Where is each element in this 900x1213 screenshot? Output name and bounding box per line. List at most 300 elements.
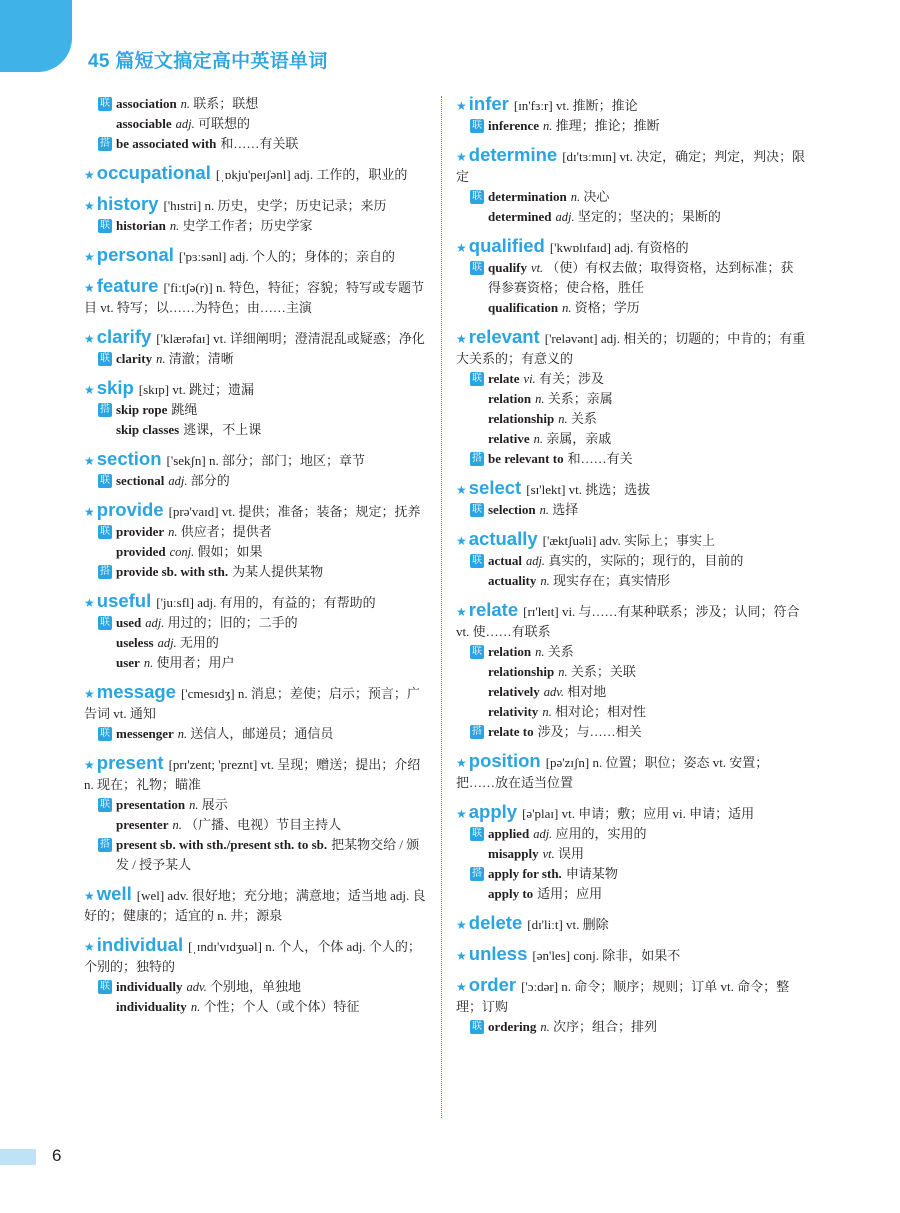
definition: adv. 实际上；事实上 — [599, 533, 715, 548]
related-definition: 无用的 — [179, 635, 219, 650]
definition: adj. 工作的，职业的 — [293, 167, 408, 182]
vocab-entry — [456, 145, 806, 227]
definition: vt. 挑选；选拔 — [568, 482, 651, 497]
entry-headline — [84, 245, 432, 267]
related-definition: 跳绳 — [171, 402, 198, 417]
headword: history — [96, 193, 159, 214]
related-word: useless — [116, 635, 154, 650]
headword: well — [96, 883, 132, 904]
phonetic: [ˌɪndɪ'vɪdʒuəl] — [188, 939, 262, 954]
star-icon: ★ — [456, 949, 467, 963]
related-word: apply for sth. — [488, 866, 562, 881]
related-definition: 联系；联想 — [193, 96, 259, 111]
definition: n. 位置；职位；姿态 vt. 安置；把……放在适当位置 — [456, 755, 769, 790]
phonetic: [dɪ'liːt] — [527, 917, 563, 932]
related-word: applied — [488, 826, 530, 841]
vocab-entry — [84, 94, 432, 154]
related-word-line — [470, 682, 806, 702]
phonetic: [wel] — [136, 888, 165, 903]
entry-headline — [456, 802, 806, 824]
part-of-speech: n. — [533, 432, 544, 446]
definition: vt. 推断；推论 — [555, 98, 638, 113]
related-tag-icon: 联 — [472, 828, 482, 839]
vocab-entry — [456, 751, 806, 793]
part-of-speech: n. — [143, 656, 154, 670]
part-of-speech: vt. — [531, 261, 544, 275]
definition: vt. 呈现；赠送；提出；介绍 n. 现在；礼物；瞄准 — [84, 757, 421, 792]
related-word-line — [470, 409, 806, 429]
corner-tab — [0, 0, 72, 72]
definition: n. 部分；部门；地区；章节 — [208, 453, 365, 468]
related-word-line — [98, 471, 432, 491]
related-word: inference — [488, 118, 540, 133]
collocation-tag-icon: 搭 — [100, 839, 110, 850]
star-icon: ★ — [84, 383, 95, 397]
definition: adj. 有用的，有益的；有帮助的 — [197, 595, 376, 610]
entry-headline — [84, 378, 432, 400]
related-definition: 清澈；清晰 — [168, 351, 234, 366]
related-definition: 适用；应用 — [537, 886, 603, 901]
related-definition: 为某人提供某物 — [232, 564, 324, 579]
related-word: sectional — [116, 473, 165, 488]
entry-headline — [84, 163, 432, 185]
part-of-speech: n. — [156, 352, 166, 366]
vocab-entry — [84, 500, 432, 582]
related-word: selection — [488, 502, 536, 517]
related-word-line — [98, 795, 432, 815]
star-icon: ★ — [84, 250, 95, 264]
part-of-speech: n. — [558, 665, 568, 679]
related-definition: 个别地，单独地 — [209, 979, 301, 994]
related-definition: 坚定的；坚决的；果断的 — [577, 209, 721, 224]
part-of-speech: n. — [535, 645, 545, 659]
phonetic: ['klærəfaɪ] — [156, 331, 210, 346]
related-word: ordering — [488, 1019, 537, 1034]
related-tag-icon: 联 — [472, 646, 482, 657]
entry-headline — [456, 145, 806, 187]
related-word-line — [470, 571, 806, 591]
related-definition: 相对论；相对性 — [554, 704, 646, 719]
vocab-entry — [456, 478, 806, 520]
related-definition: 可联想的 — [197, 116, 250, 131]
definition: vt. 提供；准备；装备；规定；抚养 — [221, 504, 421, 519]
related-definition: 和……有关 — [567, 451, 633, 466]
entry-headline — [456, 478, 806, 500]
related-tag-icon: 联 — [100, 353, 110, 364]
entry-headline — [456, 944, 806, 966]
related-word: relationship — [488, 411, 555, 426]
part-of-speech: n. — [570, 190, 581, 204]
headword: select — [468, 477, 522, 498]
part-of-speech: adv. — [543, 685, 564, 699]
related-word-line — [470, 551, 806, 571]
headword: unless — [468, 943, 528, 964]
related-word-line — [470, 298, 806, 318]
part-of-speech: n. — [558, 412, 568, 426]
definition: vt. 删除 — [566, 917, 609, 932]
definition: vt. 决定，确定；判定，判决；限定 — [456, 149, 806, 184]
entry-headline — [84, 884, 432, 926]
related-word-line — [98, 94, 432, 114]
part-of-speech: adj. — [175, 117, 195, 131]
related-word-line — [470, 844, 806, 864]
related-word: historian — [116, 218, 166, 233]
related-word: skip classes — [116, 422, 180, 437]
related-word: association — [116, 96, 177, 111]
related-tag-icon: 联 — [472, 1021, 482, 1032]
part-of-speech: n. — [543, 119, 553, 133]
collocation-tag-icon: 搭 — [100, 138, 110, 149]
phonetic: ['reləvənt] — [544, 331, 598, 346]
entry-headline — [84, 682, 432, 724]
related-word-line — [470, 207, 806, 227]
related-word: relate — [488, 371, 520, 386]
vocab-entry — [84, 935, 432, 1017]
vocab-entry — [456, 94, 806, 136]
star-icon: ★ — [456, 483, 467, 497]
related-word-line — [470, 642, 806, 662]
related-definition: 相对地 — [567, 684, 607, 699]
related-definition: 应用的，实用的 — [555, 826, 647, 841]
phonetic: ['æktʃuəli] — [542, 533, 597, 548]
related-word: relate to — [488, 724, 534, 739]
part-of-speech: n. — [169, 219, 180, 233]
entry-headline — [84, 500, 432, 522]
star-icon: ★ — [456, 150, 467, 164]
related-definition: 真实的，实际的；现行的，目前的 — [548, 553, 744, 568]
vocab-entry — [84, 591, 432, 673]
related-word: determination — [488, 189, 567, 204]
star-icon: ★ — [456, 99, 467, 113]
star-icon: ★ — [456, 918, 467, 932]
headword: position — [468, 750, 541, 771]
related-word-line — [470, 864, 806, 884]
headword: relate — [468, 599, 519, 620]
vocab-entry — [456, 975, 806, 1037]
vocab-entry — [84, 163, 432, 185]
related-tag-icon: 联 — [100, 728, 110, 739]
related-word-line — [98, 633, 432, 653]
star-icon: ★ — [456, 534, 467, 548]
related-word: actuality — [488, 573, 537, 588]
phonetic: ['ɔːdər] — [521, 979, 559, 994]
definition: adj. 有资格的 — [614, 240, 689, 255]
headword: section — [96, 448, 162, 469]
related-definition: 关系 — [570, 411, 597, 426]
related-tag-icon: 联 — [472, 262, 482, 273]
related-definition: 供应者；提供者 — [180, 524, 272, 539]
related-word: provider — [116, 524, 165, 539]
related-definition: 使用者；用户 — [156, 655, 235, 670]
headword: qualified — [468, 235, 545, 256]
entry-headline — [456, 94, 806, 116]
related-word-line — [98, 815, 432, 835]
related-word: relative — [488, 431, 530, 446]
related-tag-icon: 联 — [100, 526, 110, 537]
phonetic: [ə'plaɪ] — [522, 806, 559, 821]
headword: message — [96, 681, 176, 702]
right-column — [456, 94, 806, 1046]
part-of-speech: n. — [562, 301, 572, 315]
part-of-speech: n. — [540, 1020, 550, 1034]
star-icon: ★ — [456, 980, 467, 994]
related-definition: 涉及；与……相关 — [537, 724, 642, 739]
related-word: provided — [116, 544, 166, 559]
star-icon: ★ — [84, 889, 95, 903]
part-of-speech: n. — [168, 525, 178, 539]
related-word: skip rope — [116, 402, 168, 417]
vocab-entry — [84, 327, 432, 369]
related-word: presentation — [116, 797, 186, 812]
related-word-line — [98, 613, 432, 633]
headword: delete — [468, 912, 523, 933]
star-icon: ★ — [84, 758, 95, 772]
related-tag-icon: 联 — [472, 504, 482, 515]
part-of-speech: adj. — [555, 210, 575, 224]
related-tag-icon: 联 — [472, 120, 482, 131]
page-header-title: 45 篇短文搞定高中英语单词 — [88, 51, 328, 72]
related-word-line — [470, 258, 806, 298]
star-icon: ★ — [84, 199, 95, 213]
vocab-entry — [84, 194, 432, 236]
related-definition: 资格；学历 — [574, 300, 640, 315]
entry-headline — [456, 751, 806, 793]
vocab-entry — [456, 327, 806, 469]
related-definition: 个性；个人（或个体）特征 — [203, 999, 360, 1014]
related-word-line — [470, 884, 806, 904]
page-number: 6 — [52, 1146, 62, 1165]
related-definition: 用过的；旧的；二手的 — [167, 615, 298, 630]
related-definition: 和……有关联 — [220, 136, 299, 151]
phonetic: [prə'vaɪd] — [168, 504, 219, 519]
phonetic: ['fiːtʃə(r)] — [163, 280, 213, 295]
headword: apply — [468, 801, 518, 822]
part-of-speech: adj. — [525, 554, 546, 568]
related-word: provide sb. with sth. — [116, 564, 229, 579]
star-icon: ★ — [84, 687, 95, 701]
related-tag-icon: 联 — [472, 555, 482, 566]
related-tag-icon: 联 — [100, 617, 110, 628]
headword: useful — [96, 590, 152, 611]
entry-headline — [456, 236, 806, 258]
related-definition: 关系；关联 — [570, 664, 636, 679]
related-word: determined — [488, 209, 552, 224]
phonetic: ['cmesɪdʒ] — [180, 686, 235, 701]
related-word: associable — [116, 116, 172, 131]
entry-headline — [456, 529, 806, 551]
entry-headline — [84, 327, 432, 349]
definition: n. 消息；差使；启示；预言；广告词 vt. 通知 — [84, 686, 420, 721]
collocation-tag-icon: 搭 — [100, 566, 110, 577]
part-of-speech: n. — [540, 574, 550, 588]
related-definition: （使）有权去做；取得资格，达到标准；获得参赛资格；使合格，胜任 — [488, 260, 794, 295]
related-word: actual — [488, 553, 522, 568]
related-word-line — [98, 724, 432, 744]
related-word: relativity — [488, 704, 539, 719]
vocab-entry — [456, 236, 806, 318]
star-icon: ★ — [84, 940, 95, 954]
entry-headline — [84, 276, 432, 318]
part-of-speech: vt. — [542, 847, 555, 861]
related-word: messenger — [116, 726, 174, 741]
phonetic: [dɪ'tɜːmɪn] — [562, 149, 617, 164]
page-number-box — [0, 1149, 36, 1165]
related-word: presenter — [116, 817, 169, 832]
definition: n. 历史，史学；历史记录；来历 — [204, 198, 387, 213]
related-definition: 推理；推论；推断 — [555, 118, 660, 133]
definition: vt. 详细阐明；澄清混乱或疑惑；净化 — [213, 331, 425, 346]
part-of-speech: adj. — [145, 616, 165, 630]
headword: order — [468, 974, 517, 995]
related-definition: 申请某物 — [565, 866, 618, 881]
related-word: used — [116, 615, 142, 630]
related-tag-icon: 联 — [100, 220, 110, 231]
part-of-speech: adv. — [186, 980, 207, 994]
related-word-line — [98, 977, 432, 997]
related-definition: 送信人，邮递员；通信员 — [190, 726, 334, 741]
headword: provide — [96, 499, 164, 520]
related-word-line — [98, 114, 432, 134]
star-icon: ★ — [84, 454, 95, 468]
headword: skip — [96, 377, 134, 398]
related-definition: 次序；组合；排列 — [553, 1019, 658, 1034]
headword: clarify — [96, 326, 152, 347]
column-divider — [441, 96, 442, 1118]
vocab-entry — [456, 600, 806, 742]
related-definition: （广播、电视）节目主持人 — [185, 817, 342, 832]
related-word-line — [98, 562, 432, 582]
phonetic: [ɪn'fɜːr] — [513, 98, 553, 113]
related-tag-icon: 联 — [100, 981, 110, 992]
part-of-speech: n. — [180, 97, 191, 111]
phonetic: [rɪ'leɪt] — [523, 604, 559, 619]
related-word-line — [98, 134, 432, 154]
star-icon: ★ — [456, 605, 467, 619]
star-icon: ★ — [84, 332, 95, 346]
related-definition: 亲属，亲戚 — [546, 431, 612, 446]
related-definition: 逃课，不上课 — [183, 422, 262, 437]
related-word-line — [470, 187, 806, 207]
related-definition: 部分的 — [190, 473, 230, 488]
headword: occupational — [96, 162, 211, 183]
related-word-line — [470, 449, 806, 469]
phonetic: [ən'les] — [532, 948, 571, 963]
definition: adv. 很好地；充分地；满意地；适当地 adj. 良好的；健康的；适宜的 n. 井；源泉 — [84, 888, 426, 923]
part-of-speech: adj. — [168, 474, 188, 488]
entry-headline — [84, 591, 432, 613]
vocab-entry — [84, 449, 432, 491]
part-of-speech: vi. — [523, 372, 536, 386]
definition: vt. 跳过；遗漏 — [172, 382, 255, 397]
star-icon: ★ — [84, 168, 95, 182]
star-icon: ★ — [456, 332, 467, 346]
related-word: relationship — [488, 664, 555, 679]
related-word-line — [98, 522, 432, 542]
definition: adj. 个人的；身体的；亲自的 — [229, 249, 396, 264]
part-of-speech: n. — [172, 818, 182, 832]
collocation-tag-icon: 搭 — [472, 726, 482, 737]
definition: n. 特色，特征；容貌；特写或专题节目 vt. 特写；以……为特色；由……主演 — [84, 280, 424, 315]
star-icon: ★ — [456, 807, 467, 821]
related-word: relation — [488, 644, 532, 659]
phonetic: [ˌɒkju'peɪʃənl] — [215, 167, 291, 182]
entry-headline — [456, 327, 806, 369]
vocab-entry — [84, 753, 432, 875]
headword: relevant — [468, 326, 540, 347]
definition: n. 个人，个体 adj. 个人的；个别的；独特的 — [84, 939, 421, 974]
related-definition: 现实存在；真实情形 — [553, 573, 671, 588]
related-word: qualify — [488, 260, 528, 275]
related-tag-icon: 联 — [472, 191, 482, 202]
related-word-line — [98, 997, 432, 1017]
related-definition: 史学工作者；历史学家 — [182, 218, 313, 233]
star-icon: ★ — [456, 241, 467, 255]
definition: vt. 申请；敷；应用 vi. 申请；适用 — [561, 806, 755, 821]
collocation-tag-icon: 搭 — [472, 868, 482, 879]
definition: conj. 除非，如果不 — [573, 948, 681, 963]
vocab-entry — [456, 944, 806, 966]
phonetic: [prɪ'zent; 'preznt] — [168, 757, 258, 772]
vocab-entry — [456, 913, 806, 935]
vocab-entry — [84, 245, 432, 267]
related-word: qualification — [488, 300, 559, 315]
left-column — [84, 94, 432, 1026]
part-of-speech: n. — [190, 1000, 201, 1014]
definition: n. 命令；顺序；规则；订单 vt. 命令；整理；订购 — [456, 979, 790, 1014]
part-of-speech: n. — [542, 705, 552, 719]
related-word: individually — [116, 979, 183, 994]
part-of-speech: n. — [535, 392, 545, 406]
part-of-speech: adj. — [157, 636, 177, 650]
star-icon: ★ — [84, 596, 95, 610]
entry-headline — [456, 600, 806, 642]
related-definition: 误用 — [557, 846, 584, 861]
related-word-line — [470, 429, 806, 449]
related-word-line — [98, 400, 432, 420]
related-definition: 展示 — [201, 797, 228, 812]
related-word: user — [116, 655, 140, 670]
part-of-speech: conj. — [169, 545, 195, 559]
related-definition: 把某物交给 / 颁发 / 授予某人 — [116, 837, 420, 872]
entry-headline — [456, 975, 806, 1017]
related-word-line — [98, 653, 432, 673]
entry-headline — [84, 194, 432, 216]
phonetic: ['sekʃn] — [166, 453, 206, 468]
related-word-line — [98, 216, 432, 236]
vocab-entry — [84, 276, 432, 318]
vocab-entry — [456, 802, 806, 904]
vocab-entry — [84, 378, 432, 440]
related-word: apply to — [488, 886, 534, 901]
entry-headline — [84, 935, 432, 977]
related-word-line — [98, 349, 432, 369]
part-of-speech: n. — [177, 727, 188, 741]
part-of-speech: n. — [539, 503, 550, 517]
phonetic: [sɪ'lekt] — [526, 482, 566, 497]
related-tag-icon: 联 — [100, 799, 110, 810]
collocation-tag-icon: 搭 — [472, 453, 482, 464]
phonetic: [pə'zɪʃn] — [545, 755, 590, 770]
headword: infer — [468, 93, 509, 114]
related-word: clarity — [116, 351, 153, 366]
related-word-line — [98, 420, 432, 440]
related-word: individuality — [116, 999, 187, 1014]
definition: adj. 相关的；切题的；中肯的；有重大关系的；有意义的 — [456, 331, 806, 366]
star-icon: ★ — [456, 756, 467, 770]
phonetic: ['hɪstri] — [163, 198, 202, 213]
headword: present — [96, 752, 164, 773]
phonetic: [skɪp] — [138, 382, 170, 397]
